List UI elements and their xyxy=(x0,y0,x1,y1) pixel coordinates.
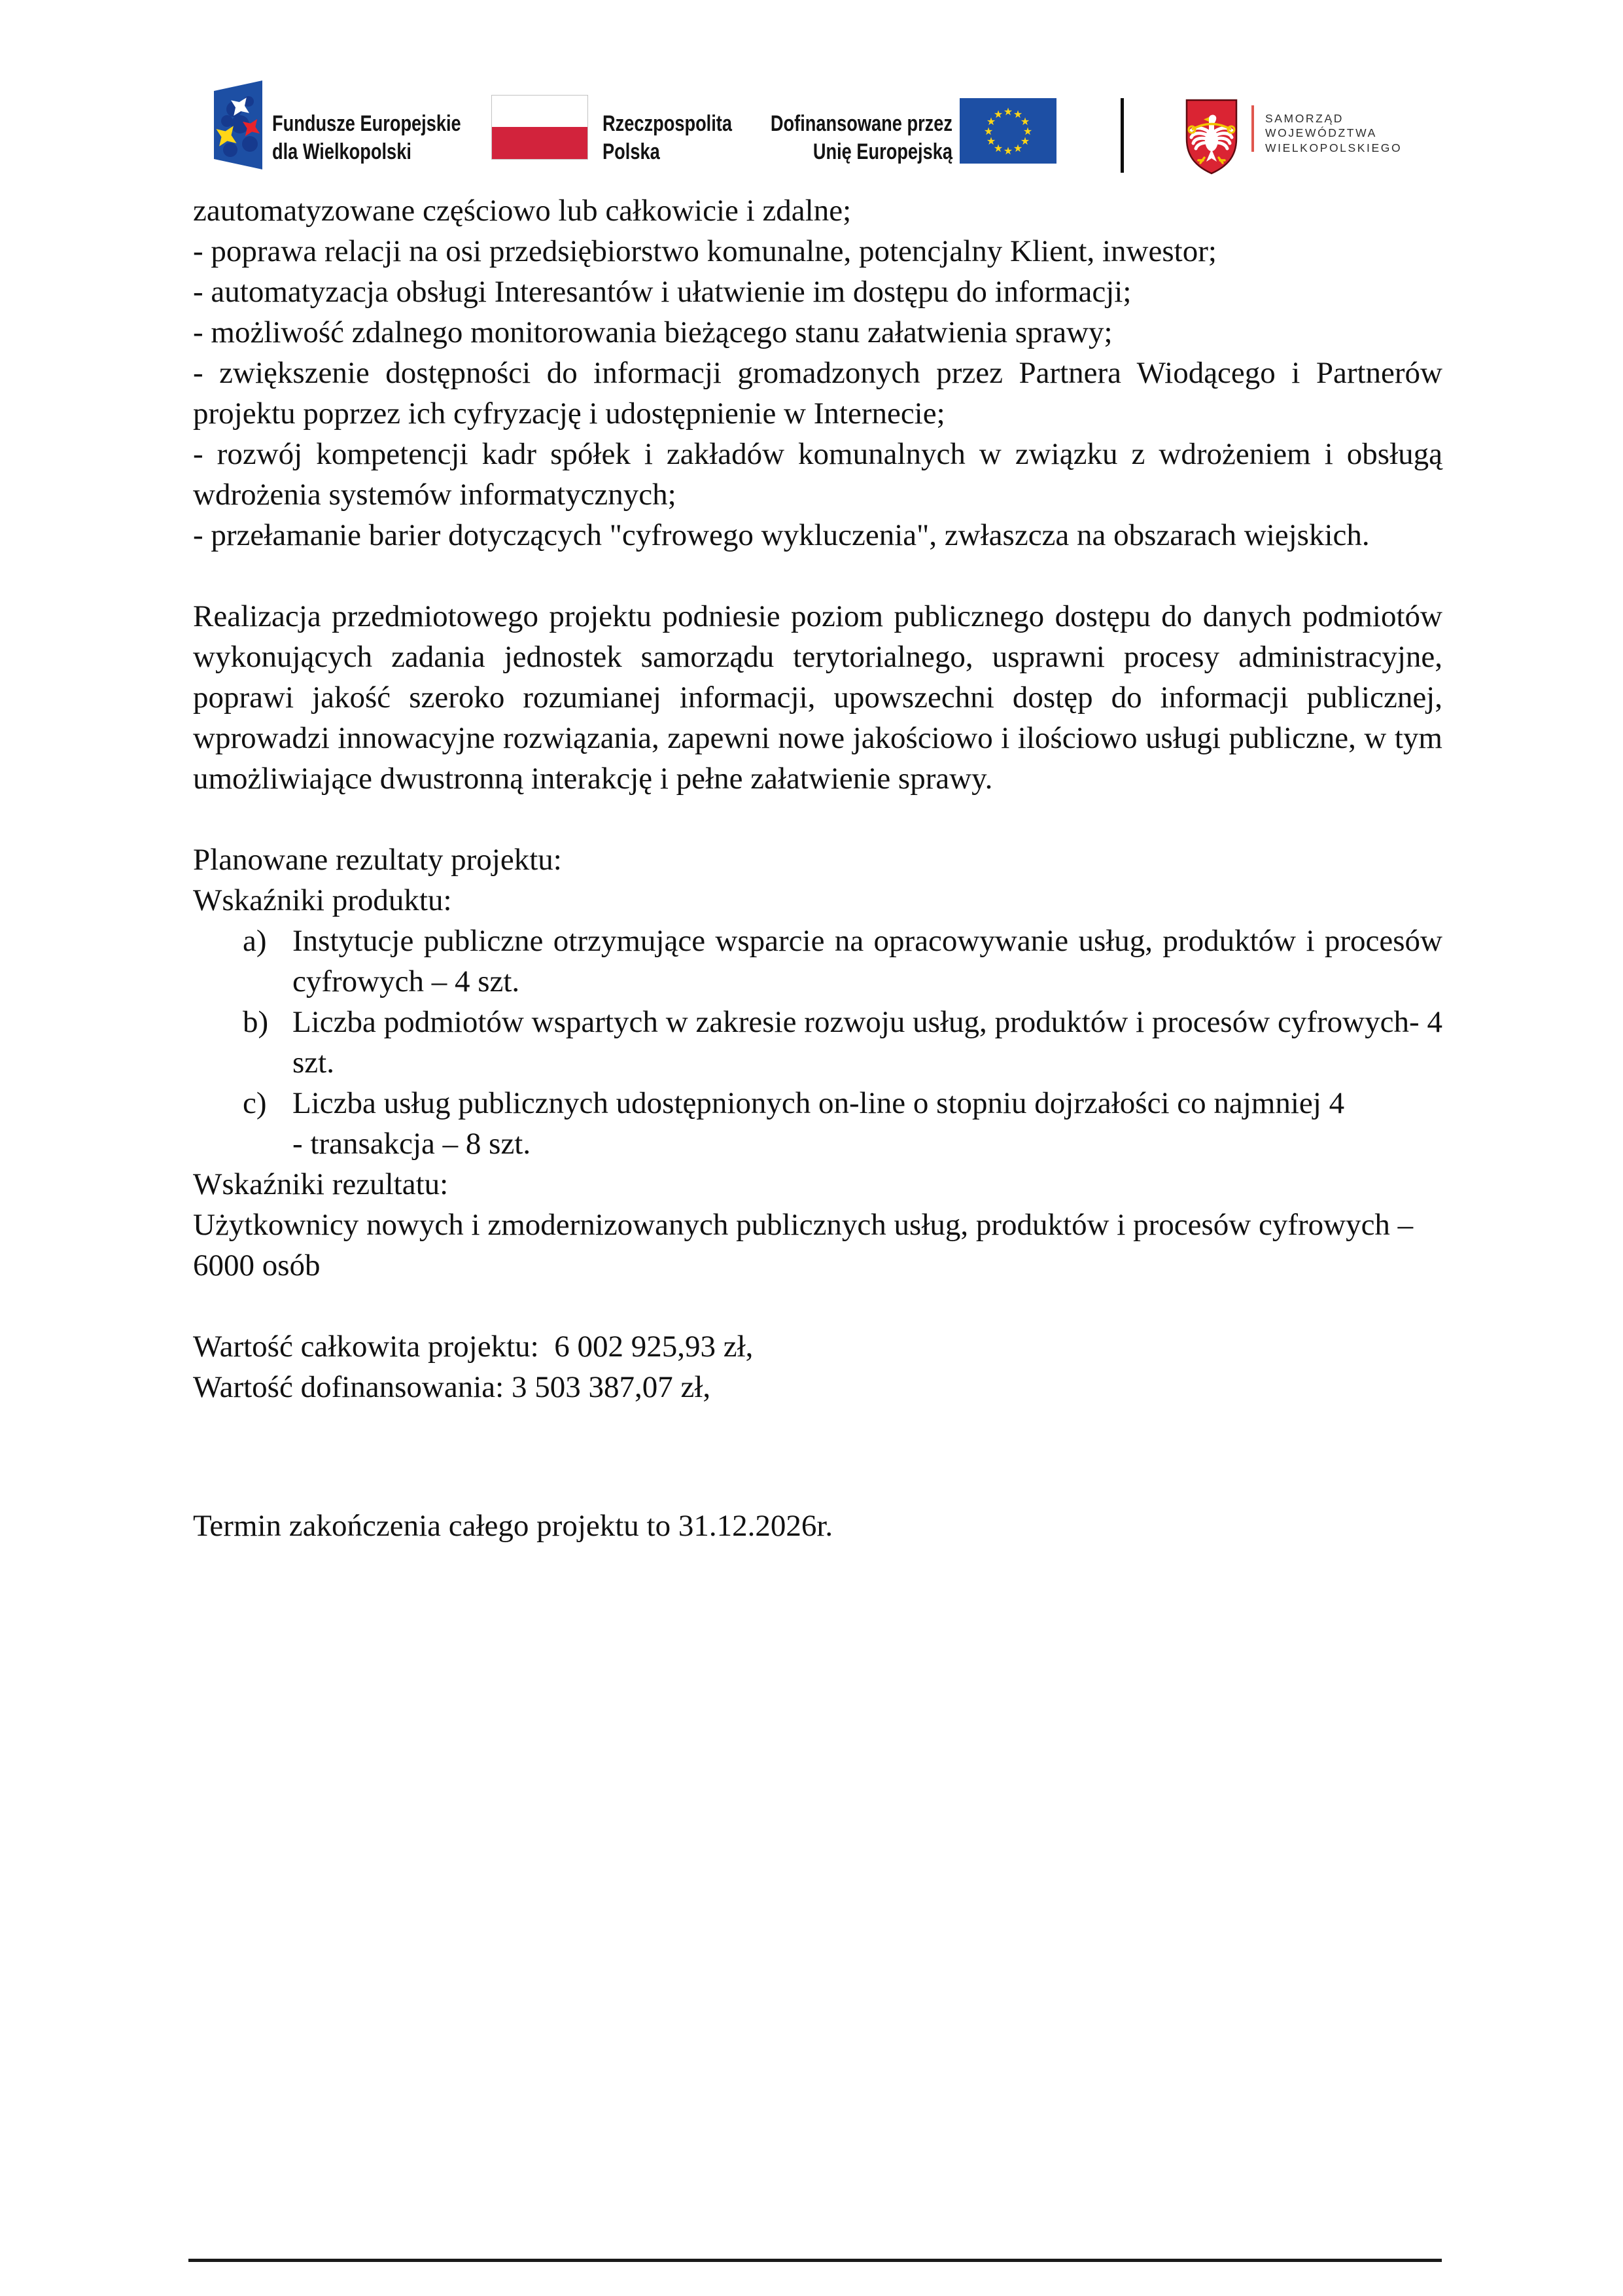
product-indicators-heading: Wskaźniki produktu: xyxy=(193,883,452,917)
svg-text:★: ★ xyxy=(1013,107,1023,120)
wielkopolska-crest-icon xyxy=(1183,97,1240,179)
list-item-a xyxy=(193,921,1442,1002)
dash-item-3: - możliwość zdalnego monitorowania bieżącego stanu załatwienia sprawy; xyxy=(193,315,1113,349)
eu-funds-logo-text xyxy=(272,110,461,166)
svg-text:★: ★ xyxy=(1003,144,1013,157)
result-indicator: Użytkownicy nowych i zmodernizowanych publicznych usług, produktów i procesów cyfrowych – 6000 osób xyxy=(193,1208,1414,1282)
svg-text:★: ★ xyxy=(993,141,1003,154)
dash-item-1: - poprawa relacji na osi przedsiębiorstwo komunalne, potencjalny Klient, inwestor; xyxy=(193,234,1217,268)
svg-text:★: ★ xyxy=(986,134,996,147)
samorzad-logo-text xyxy=(1265,111,1402,155)
poland-logo-line1: Rzeczpospolita xyxy=(602,111,732,136)
eu-funding-logo-text xyxy=(766,110,952,166)
eu-funds-logo-line2: dla Wielkopolski xyxy=(272,139,411,164)
dash-item-6: - przełamanie barier dotyczących "cyfrowego wykluczenia", zwłaszcza na obszarach wiejskich. xyxy=(193,518,1370,552)
poland-flag-icon xyxy=(492,96,587,159)
samorzad-line3: WIELKOPOLSKIEGO xyxy=(1265,141,1403,154)
list-marker-c: c) xyxy=(243,1086,267,1120)
svg-text:★: ★ xyxy=(993,107,1003,120)
list-text-b: Liczba podmiotów wspartych w zakresie rozwoju usług, produktów i procesów cyfrowych- 4 szt. xyxy=(292,1005,1442,1080)
eu-funding-logo-line1: Dofinansowane przez xyxy=(770,111,952,136)
continuation-line: zautomatyzowane częściowo lub całkowicie i zdalne; xyxy=(193,194,852,228)
blank-line xyxy=(193,556,1442,596)
list-text-c: Liczba usług publicznych udostępnionych on-line o stopniu dojrzałości co najmniej 4 xyxy=(292,1086,1345,1120)
blank-block xyxy=(193,1407,1442,1506)
svg-text:★: ★ xyxy=(1020,134,1030,147)
eu-funds-flag-icon xyxy=(214,80,262,173)
eu-flag-icon xyxy=(960,98,1056,167)
svg-text:★: ★ xyxy=(1003,105,1013,118)
poland-logo-text xyxy=(602,110,732,166)
samorzad-line2: WOJEWÓDZTWA xyxy=(1265,126,1377,140)
dash-item-4: - zwiększenie dostępności do informacji gromadzonych przez Partnera Wiodącego i Partnerów projektu poprzez ich cyfryzację i udostępnienie w Internecie; xyxy=(193,356,1442,431)
header-separator xyxy=(1121,98,1124,173)
svg-text:★: ★ xyxy=(1022,124,1033,137)
list-item-b xyxy=(193,1002,1442,1083)
result-indicators-heading: Wskaźniki rezultatu: xyxy=(193,1167,449,1201)
dash-item-5: - rozwój kompetencji kadr spółek i zakładów komunalnych w związku z wdrożeniem i obsługą wdrożenia systemów informatycznych; xyxy=(193,437,1442,512)
list-marker-b: b) xyxy=(243,1005,269,1039)
planned-results-heading: Planowane rezultaty projektu: xyxy=(193,843,562,877)
deadline-line: Termin zakończenia całego projektu to 31.12.2026r. xyxy=(193,1509,833,1543)
dash-item-2: - automatyzacja obsługi Interesantów i ułatwienie im dostępu do informacji; xyxy=(193,275,1132,309)
list-item-c xyxy=(193,1083,1442,1164)
svg-text:★: ★ xyxy=(1013,141,1023,154)
list-text-a: Instytucje publiczne otrzymujące wsparcie na opracowywanie usług, produktów i procesów cyfrowych – 4 szt. xyxy=(292,924,1442,998)
poland-logo-line2: Polska xyxy=(602,139,660,164)
blank-line xyxy=(193,1286,1442,1326)
blank-line xyxy=(193,799,1442,839)
eu-funding-logo-line2: Unię Europejską xyxy=(812,139,952,164)
eu-funds-logo-line1: Fundusze Europejskie xyxy=(272,111,461,136)
svg-text:★: ★ xyxy=(986,115,996,128)
funding-value-line: Wartość dofinansowania: 3 503 387,07 zł, xyxy=(193,1370,711,1404)
svg-text:★: ★ xyxy=(1020,115,1030,128)
samorzad-line1: SAMORZĄD xyxy=(1265,112,1344,125)
total-value-line: Wartość całkowita projektu: 6 002 925,93 zł, xyxy=(193,1330,754,1364)
document-body xyxy=(193,190,1442,1546)
footer-rule xyxy=(188,2259,1442,2262)
paragraph-realizacja: Realizacja przedmiotowego projektu podniesie poziom publicznego dostępu do danych podmiotów wykonujących zadania jednostek samorządu terytorialnego, usprawni procesy administracyjne, poprawi jakość szeroko rozumianej informacji, upowszechni dostęp do informacji publicznej, wprowadzi innowacyjne rozwiązania, zapewni nowe jakościowo i ilościowo usługi publiczne, w tym umożliwiające dwustronną interakcję i pełne załatwienie sprawy. xyxy=(193,599,1442,796)
list-marker-a: a) xyxy=(243,924,267,958)
svg-text:★: ★ xyxy=(983,124,994,137)
list-cont-c: - transakcja – 8 szt. xyxy=(292,1127,531,1161)
samorzad-accent-bar xyxy=(1251,105,1254,152)
